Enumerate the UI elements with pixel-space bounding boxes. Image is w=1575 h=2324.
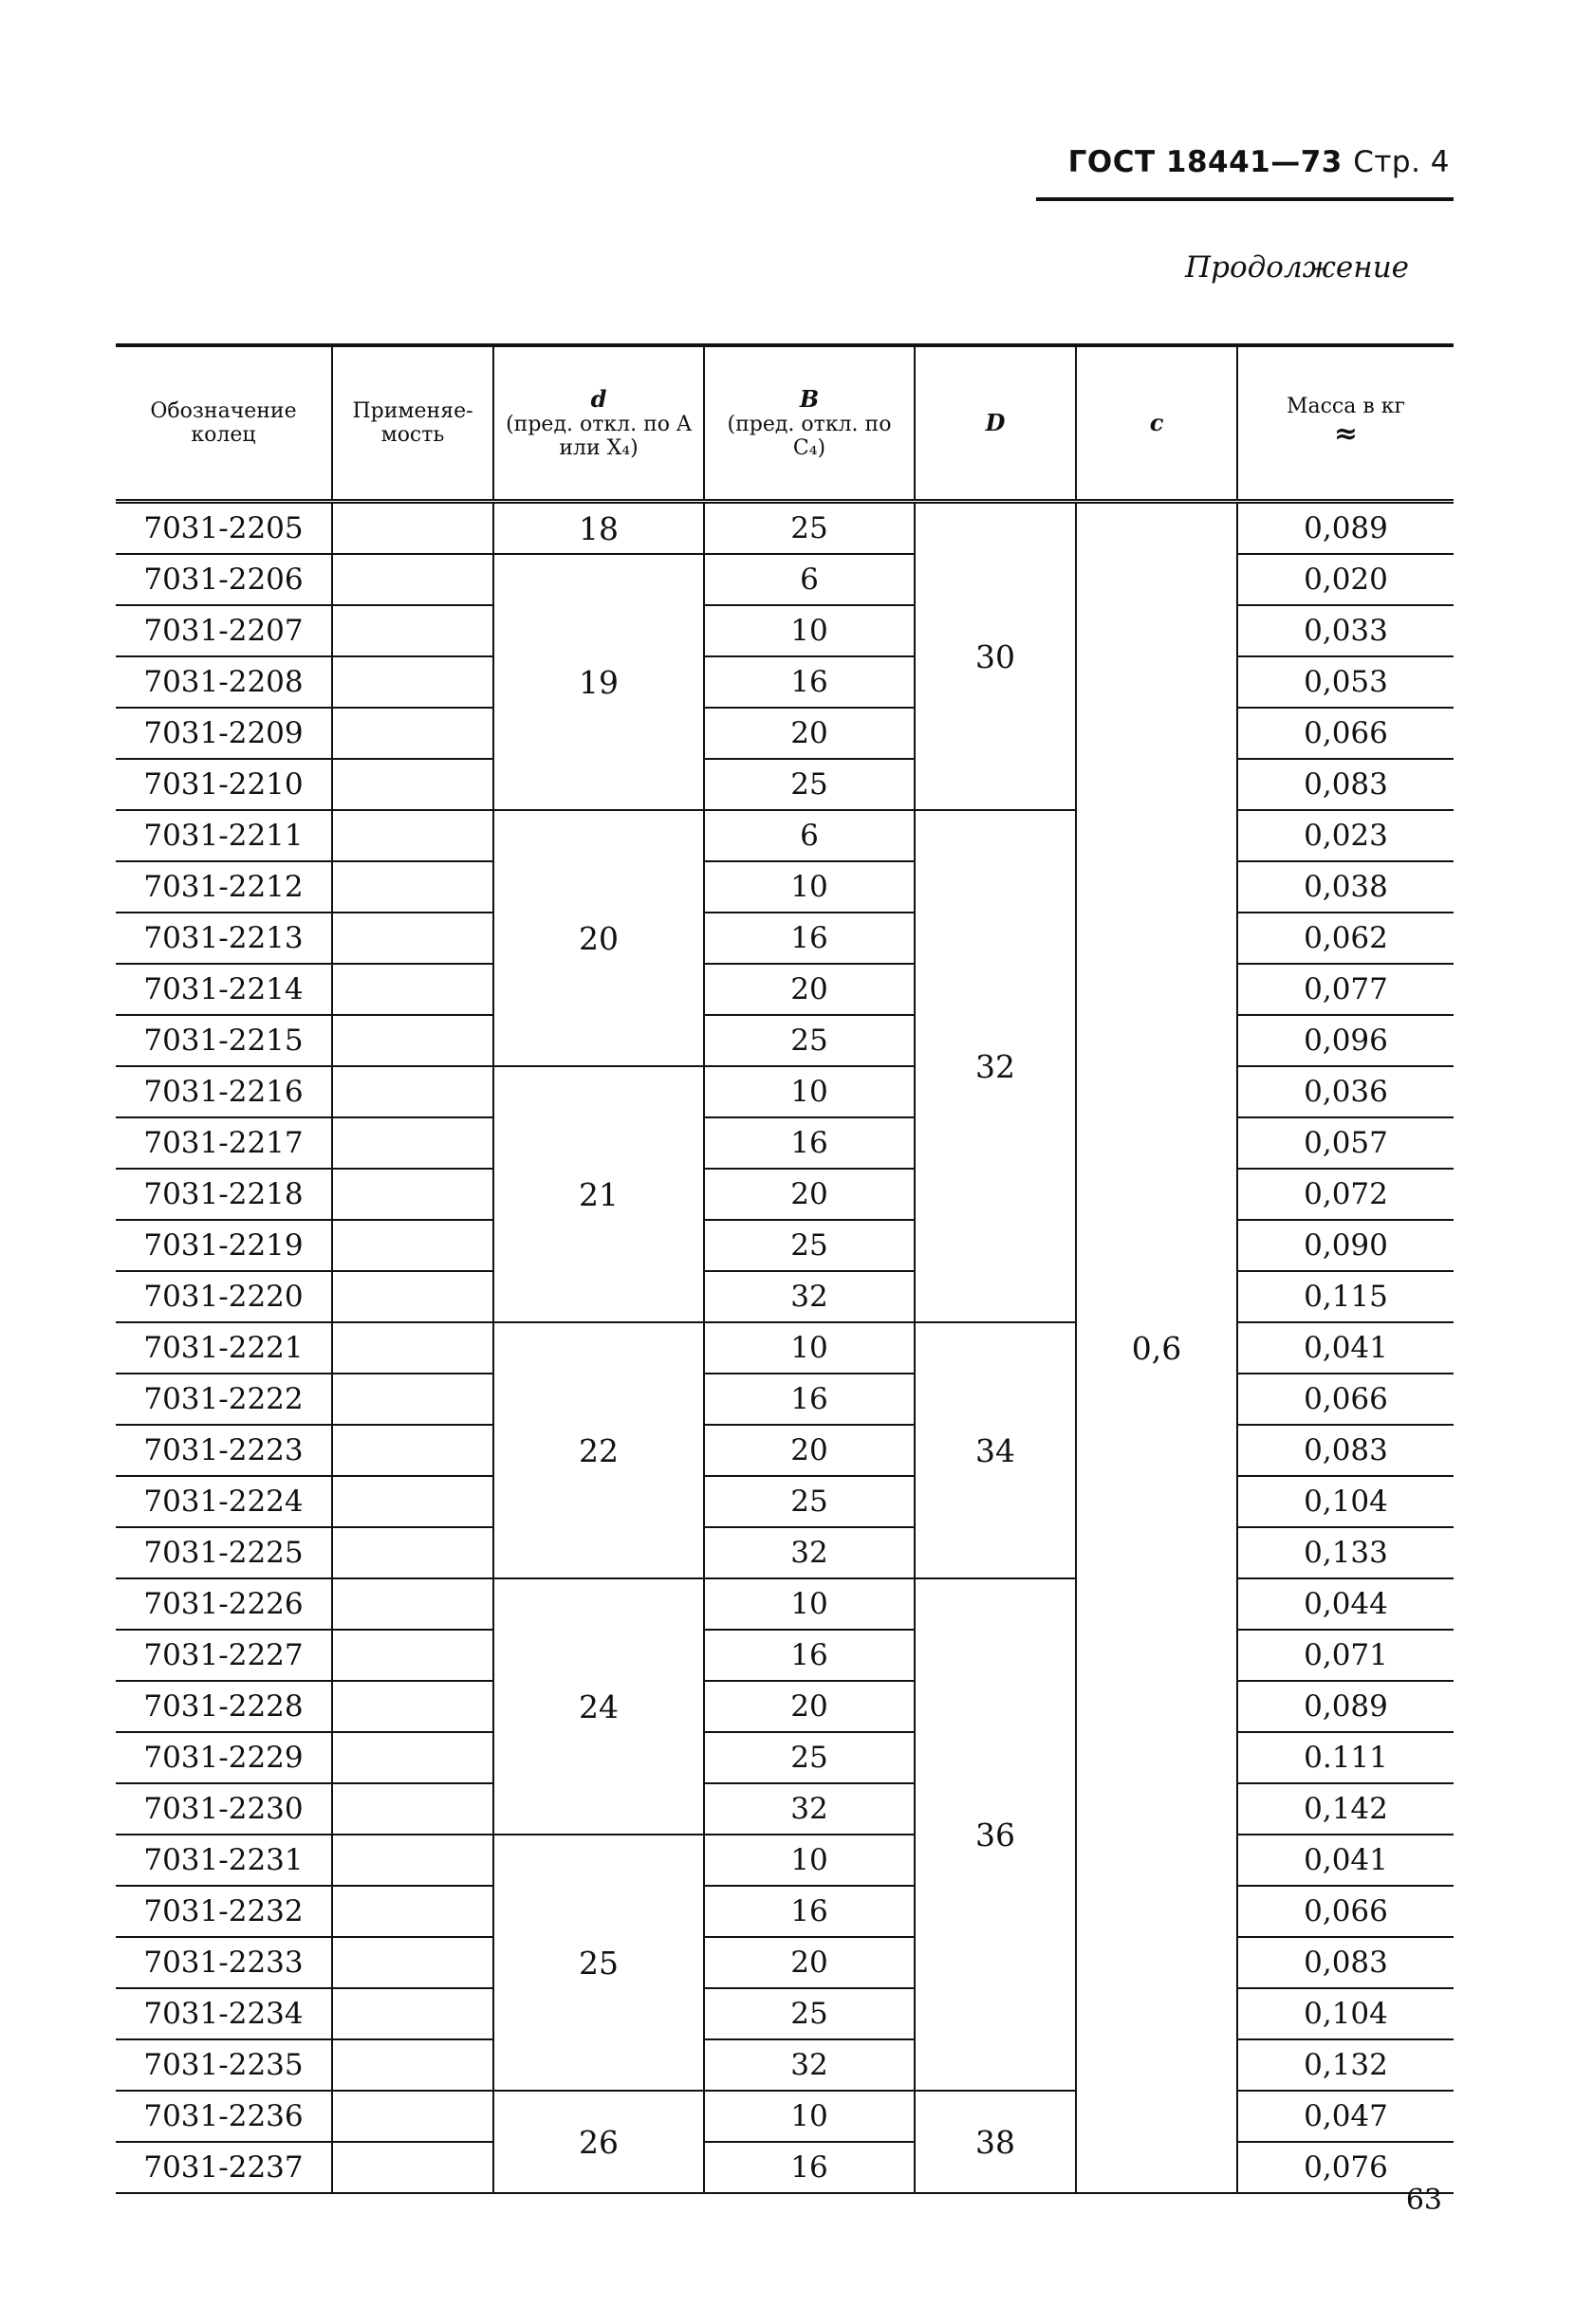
b-value: 32 xyxy=(704,1783,915,1835)
mass-value: 0,062 xyxy=(1237,913,1454,964)
b-value: 20 xyxy=(704,964,915,1015)
b-value: 25 xyxy=(704,1732,915,1783)
b-value: 25 xyxy=(704,759,915,810)
ring-code: 7031-2218 xyxy=(116,1169,332,1220)
applicability-cell xyxy=(332,1783,493,1835)
mass-value: 0,041 xyxy=(1237,1322,1454,1374)
ring-code: 7031-2235 xyxy=(116,2039,332,2091)
b-value: 10 xyxy=(704,1066,915,1117)
applicability-cell xyxy=(332,1374,493,1425)
applicability-cell xyxy=(332,759,493,810)
table-row xyxy=(116,1886,1454,1937)
mass-value: 0,133 xyxy=(1237,1527,1454,1578)
mass-value: 0,047 xyxy=(1237,2091,1454,2142)
applicability-cell xyxy=(332,964,493,1015)
b-value: 20 xyxy=(704,1169,915,1220)
b-value: 20 xyxy=(704,1937,915,1988)
ring-code: 7031-2230 xyxy=(116,1783,332,1835)
b-value: 16 xyxy=(704,656,915,708)
table-row xyxy=(116,1271,1454,1322)
col-applicability: Применяе- мость xyxy=(332,345,493,502)
b-value: 6 xyxy=(704,554,915,605)
ring-code: 7031-2209 xyxy=(116,708,332,759)
ring-code: 7031-2207 xyxy=(116,605,332,656)
applicability-cell xyxy=(332,1732,493,1783)
d-value: 25 xyxy=(493,1835,704,2091)
b-value: 16 xyxy=(704,2142,915,2193)
table-row xyxy=(116,1835,1454,1886)
d-value: 21 xyxy=(493,1066,704,1322)
ring-code: 7031-2225 xyxy=(116,1527,332,1578)
col-mass xyxy=(1237,345,1454,502)
mass-value: 0,115 xyxy=(1237,1271,1454,1322)
page-number: 63 xyxy=(1405,2184,1442,2217)
mass-value: 0,104 xyxy=(1237,1988,1454,2039)
mass-value: 0.111 xyxy=(1237,1732,1454,1783)
mass-value: 0,066 xyxy=(1237,708,1454,759)
table-row xyxy=(116,2091,1454,2142)
table-row xyxy=(116,1681,1454,1732)
applicability-cell xyxy=(332,2039,493,2091)
table-row xyxy=(116,1220,1454,1271)
mass-value: 0,033 xyxy=(1237,605,1454,656)
mass-value: 0,066 xyxy=(1237,1886,1454,1937)
col-D: D xyxy=(915,345,1076,502)
applicability-cell xyxy=(332,1630,493,1681)
table-row xyxy=(116,1937,1454,1988)
b-value: 20 xyxy=(704,1425,915,1476)
table-row xyxy=(116,759,1454,810)
b-value: 10 xyxy=(704,861,915,913)
table-row xyxy=(116,1015,1454,1066)
d-value: 18 xyxy=(493,502,704,555)
b-value: 10 xyxy=(704,1322,915,1374)
applicability-cell xyxy=(332,1015,493,1066)
applicability-cell xyxy=(332,2091,493,2142)
table-row xyxy=(116,1527,1454,1578)
mass-label: Масса в кг xyxy=(1286,395,1406,419)
ring-code: 7031-2210 xyxy=(116,759,332,810)
applicability-cell xyxy=(332,1527,493,1578)
header-row xyxy=(116,345,1454,502)
b-value: 6 xyxy=(704,810,915,861)
ring-code: 7031-2224 xyxy=(116,1476,332,1527)
b-value: 20 xyxy=(704,708,915,759)
applicability-cell xyxy=(332,656,493,708)
b-value: 32 xyxy=(704,2039,915,2091)
table-row xyxy=(116,656,1454,708)
b-value: 25 xyxy=(704,1476,915,1527)
applicability-cell xyxy=(332,1886,493,1937)
d-value: 19 xyxy=(493,554,704,810)
applicability-cell xyxy=(332,810,493,861)
applicability-cell xyxy=(332,708,493,759)
b-value: 10 xyxy=(704,1578,915,1630)
b-value: 16 xyxy=(704,913,915,964)
table-row xyxy=(116,913,1454,964)
applicability-cell xyxy=(332,1476,493,1527)
table-row xyxy=(116,1476,1454,1527)
table-row xyxy=(116,1322,1454,1374)
applicability-cell xyxy=(332,861,493,913)
mass-value: 0,083 xyxy=(1237,1425,1454,1476)
applicability-cell xyxy=(332,1988,493,2039)
ring-code: 7031-2220 xyxy=(116,1271,332,1322)
table-row xyxy=(116,1169,1454,1220)
b-value: 10 xyxy=(704,605,915,656)
applicability-cell xyxy=(332,605,493,656)
mass-value: 0,104 xyxy=(1237,1476,1454,1527)
page-label: Стр. 4 xyxy=(1353,145,1450,179)
b-value: 32 xyxy=(704,1527,915,1578)
D-value: 34 xyxy=(915,1322,1076,1578)
table-row xyxy=(116,502,1454,555)
header-rule xyxy=(1036,197,1454,201)
D-value: 30 xyxy=(915,502,1076,811)
ring-code: 7031-2215 xyxy=(116,1015,332,1066)
table-row xyxy=(116,1578,1454,1630)
ring-code: 7031-2236 xyxy=(116,2091,332,2142)
applicability-cell xyxy=(332,1220,493,1271)
ring-code: 7031-2232 xyxy=(116,1886,332,1937)
applicability-cell xyxy=(332,1937,493,1988)
b-value: 16 xyxy=(704,1630,915,1681)
table-row xyxy=(116,1425,1454,1476)
D-value: 32 xyxy=(915,810,1076,1322)
applicability-cell xyxy=(332,1835,493,1886)
mass-value: 0,036 xyxy=(1237,1066,1454,1117)
mass-value: 0,090 xyxy=(1237,1220,1454,1271)
mass-value: 0,083 xyxy=(1237,759,1454,810)
mass-value: 0,053 xyxy=(1237,656,1454,708)
ring-code: 7031-2213 xyxy=(116,913,332,964)
ring-code: 7031-2233 xyxy=(116,1937,332,1988)
ring-code: 7031-2219 xyxy=(116,1220,332,1271)
table-row xyxy=(116,1117,1454,1169)
D-value: 38 xyxy=(915,2091,1076,2193)
table-row xyxy=(116,708,1454,759)
ring-code: 7031-2231 xyxy=(116,1835,332,1886)
mass-value: 0,020 xyxy=(1237,554,1454,605)
d-tolerance-note: (пред. откл. по A или X₄) xyxy=(506,412,692,460)
b-value: 25 xyxy=(704,1220,915,1271)
applicability-cell xyxy=(332,1271,493,1322)
d-value: 26 xyxy=(493,2091,704,2193)
mass-value: 0,041 xyxy=(1237,1835,1454,1886)
table-row xyxy=(116,1066,1454,1117)
applicability-cell xyxy=(332,554,493,605)
b-value: 20 xyxy=(704,1681,915,1732)
table-row xyxy=(116,810,1454,861)
mass-value: 0,083 xyxy=(1237,1937,1454,1988)
b-value: 25 xyxy=(704,502,915,555)
mass-value: 0,142 xyxy=(1237,1783,1454,1835)
mass-value: 0,077 xyxy=(1237,964,1454,1015)
mass-value: 0,071 xyxy=(1237,1630,1454,1681)
b-tolerance-note: (пред. откл. по C₄) xyxy=(727,412,892,460)
ring-code: 7031-2211 xyxy=(116,810,332,861)
b-value: 25 xyxy=(704,1015,915,1066)
continuation-label: Продолжение xyxy=(1185,250,1409,285)
ring-code: 7031-2205 xyxy=(116,502,332,555)
page-header xyxy=(1029,145,1450,179)
table-row xyxy=(116,964,1454,1015)
b-value: 16 xyxy=(704,1374,915,1425)
rings-table xyxy=(116,343,1454,2194)
ring-code: 7031-2206 xyxy=(116,554,332,605)
ring-code: 7031-2229 xyxy=(116,1732,332,1783)
table-row xyxy=(116,1374,1454,1425)
mass-value: 0,076 xyxy=(1237,2142,1454,2193)
applicability-cell xyxy=(332,1425,493,1476)
mass-value: 0,023 xyxy=(1237,810,1454,861)
mass-value: 0,038 xyxy=(1237,861,1454,913)
applicability-cell xyxy=(332,1169,493,1220)
ring-code: 7031-2226 xyxy=(116,1578,332,1630)
mass-value: 0,089 xyxy=(1237,1681,1454,1732)
table-body xyxy=(116,502,1454,2194)
mass-value: 0,057 xyxy=(1237,1117,1454,1169)
applicability-cell xyxy=(332,502,493,555)
applicability-cell xyxy=(332,1117,493,1169)
D-value: 36 xyxy=(915,1578,1076,2091)
table-row xyxy=(116,1988,1454,2039)
table-row xyxy=(116,1630,1454,1681)
d-value: 24 xyxy=(493,1578,704,1835)
ring-code: 7031-2217 xyxy=(116,1117,332,1169)
mass-value: 0,072 xyxy=(1237,1169,1454,1220)
ring-code: 7031-2228 xyxy=(116,1681,332,1732)
col-d xyxy=(493,345,704,502)
table-row xyxy=(116,605,1454,656)
table-row xyxy=(116,861,1454,913)
col-designation: Обозначение колец xyxy=(116,345,332,502)
ring-code: 7031-2222 xyxy=(116,1374,332,1425)
ring-code: 7031-2221 xyxy=(116,1322,332,1374)
applicability-cell xyxy=(332,2142,493,2193)
b-value: 32 xyxy=(704,1271,915,1322)
b-symbol: B xyxy=(799,384,820,413)
b-value: 16 xyxy=(704,1117,915,1169)
b-value: 25 xyxy=(704,1988,915,2039)
applicability-cell xyxy=(332,1578,493,1630)
applicability-cell xyxy=(332,1322,493,1374)
mass-value: 0,044 xyxy=(1237,1578,1454,1630)
applicability-cell xyxy=(332,1681,493,1732)
ring-code: 7031-2214 xyxy=(116,964,332,1015)
mass-value: 0,132 xyxy=(1237,2039,1454,2091)
ring-code: 7031-2234 xyxy=(116,1988,332,2039)
mass-value: 0,096 xyxy=(1237,1015,1454,1066)
c-value: 0,6 xyxy=(1076,502,1237,2194)
approx-icon: ≈ xyxy=(1333,417,1359,452)
d-symbol: d xyxy=(590,384,607,413)
col-c: c xyxy=(1076,345,1237,502)
mass-value: 0,066 xyxy=(1237,1374,1454,1425)
b-value: 10 xyxy=(704,1835,915,1886)
ring-code: 7031-2223 xyxy=(116,1425,332,1476)
table-row xyxy=(116,2039,1454,2091)
d-value: 22 xyxy=(493,1322,704,1578)
standard-number: ГОСТ 18441—73 xyxy=(1067,145,1343,179)
table-row xyxy=(116,554,1454,605)
applicability-cell xyxy=(332,913,493,964)
table-row xyxy=(116,1732,1454,1783)
mass-value: 0,089 xyxy=(1237,502,1454,555)
b-value: 16 xyxy=(704,1886,915,1937)
ring-code: 7031-2208 xyxy=(116,656,332,708)
ring-code: 7031-2212 xyxy=(116,861,332,913)
col-b xyxy=(704,345,915,502)
ring-code: 7031-2227 xyxy=(116,1630,332,1681)
ring-code: 7031-2237 xyxy=(116,2142,332,2193)
table-row xyxy=(116,2142,1454,2193)
ring-code: 7031-2216 xyxy=(116,1066,332,1117)
applicability-cell xyxy=(332,1066,493,1117)
d-value: 20 xyxy=(493,810,704,1066)
table-row xyxy=(116,1783,1454,1835)
b-value: 10 xyxy=(704,2091,915,2142)
